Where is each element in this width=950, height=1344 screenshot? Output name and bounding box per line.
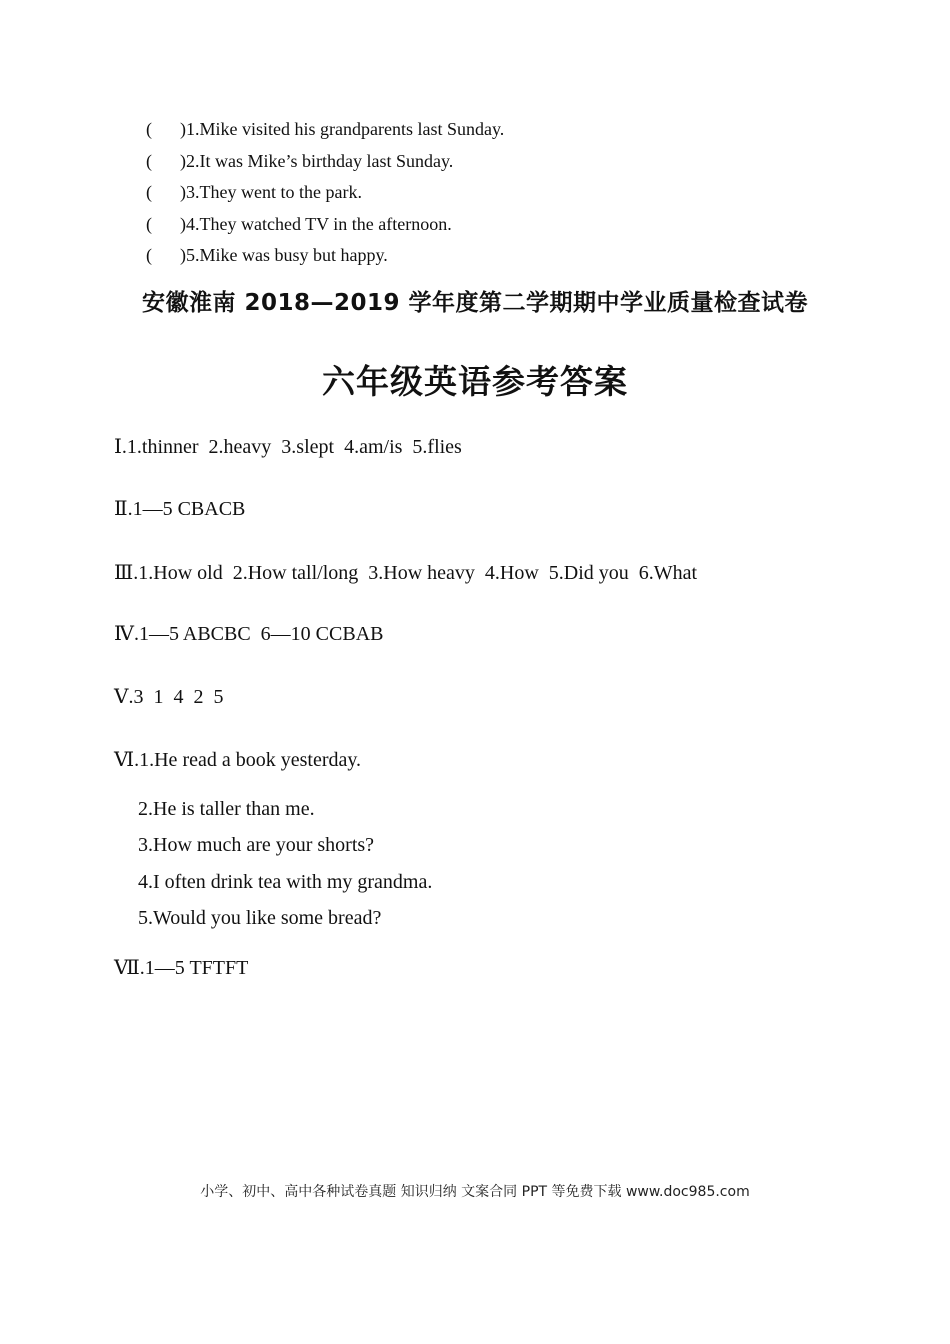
tf-item [146,118,504,140]
tf-statement: )2.It was Mike’s birthday last Sunday. [180,151,454,171]
answer-section-6-item: 5.Would you like some bread? [138,907,382,929]
tf-item [146,213,452,235]
page-footer: 小学、初中、高中各种试卷真题 知识归纳 文案合同 PPT 等免费下载 www.doc985.com [200,1184,750,1200]
answer-section-6-item: 3.How much are your shorts? [138,834,375,856]
answer-section-1: Ⅰ.1.thinner 2.heavy 3.slept 4.am/is 5.flies [114,436,462,458]
exam-title: 安徽淮南 2018—2019 学年度第二学期期中学业质量检查试卷 [141,290,809,316]
answer-section-7: Ⅶ.1—5 TFTFT [114,957,249,979]
tf-item [146,244,388,266]
answer-paren: ( [146,214,152,234]
tf-statement: )3.They went to the park. [180,182,362,202]
tf-statement: )4.They watched TV in the afternoon. [180,214,452,234]
answer-paren: ( [146,151,152,171]
answer-paren: ( [146,245,152,265]
answer-key-title: 六年级英语参考答案 [322,362,628,401]
answer-section-6: Ⅵ.1.He read a book yesterday. [114,749,362,771]
tf-item [146,150,453,172]
answer-section-4: Ⅳ.1—5 ABCBC 6—10 CCBAB [114,623,384,645]
tf-statement: )5.Mike was busy but happy. [180,245,388,265]
tf-statement: )1.Mike visited his grandparents last Sunday. [180,119,505,139]
tf-item [146,181,362,203]
answer-section-6-item: 4.I often drink tea with my grandma. [138,871,433,893]
answer-paren: ( [146,182,152,202]
answer-section-6-item: 2.He is taller than me. [138,798,315,820]
answer-section-5: Ⅴ.3 1 4 2 5 [114,686,224,708]
answer-section-3: Ⅲ.1.How old 2.How tall/long 3.How heavy 4.How 5.Did you 6.What [114,562,698,584]
answer-section-2: Ⅱ.1—5 CBACB [114,498,246,520]
answer-paren: ( [146,119,152,139]
